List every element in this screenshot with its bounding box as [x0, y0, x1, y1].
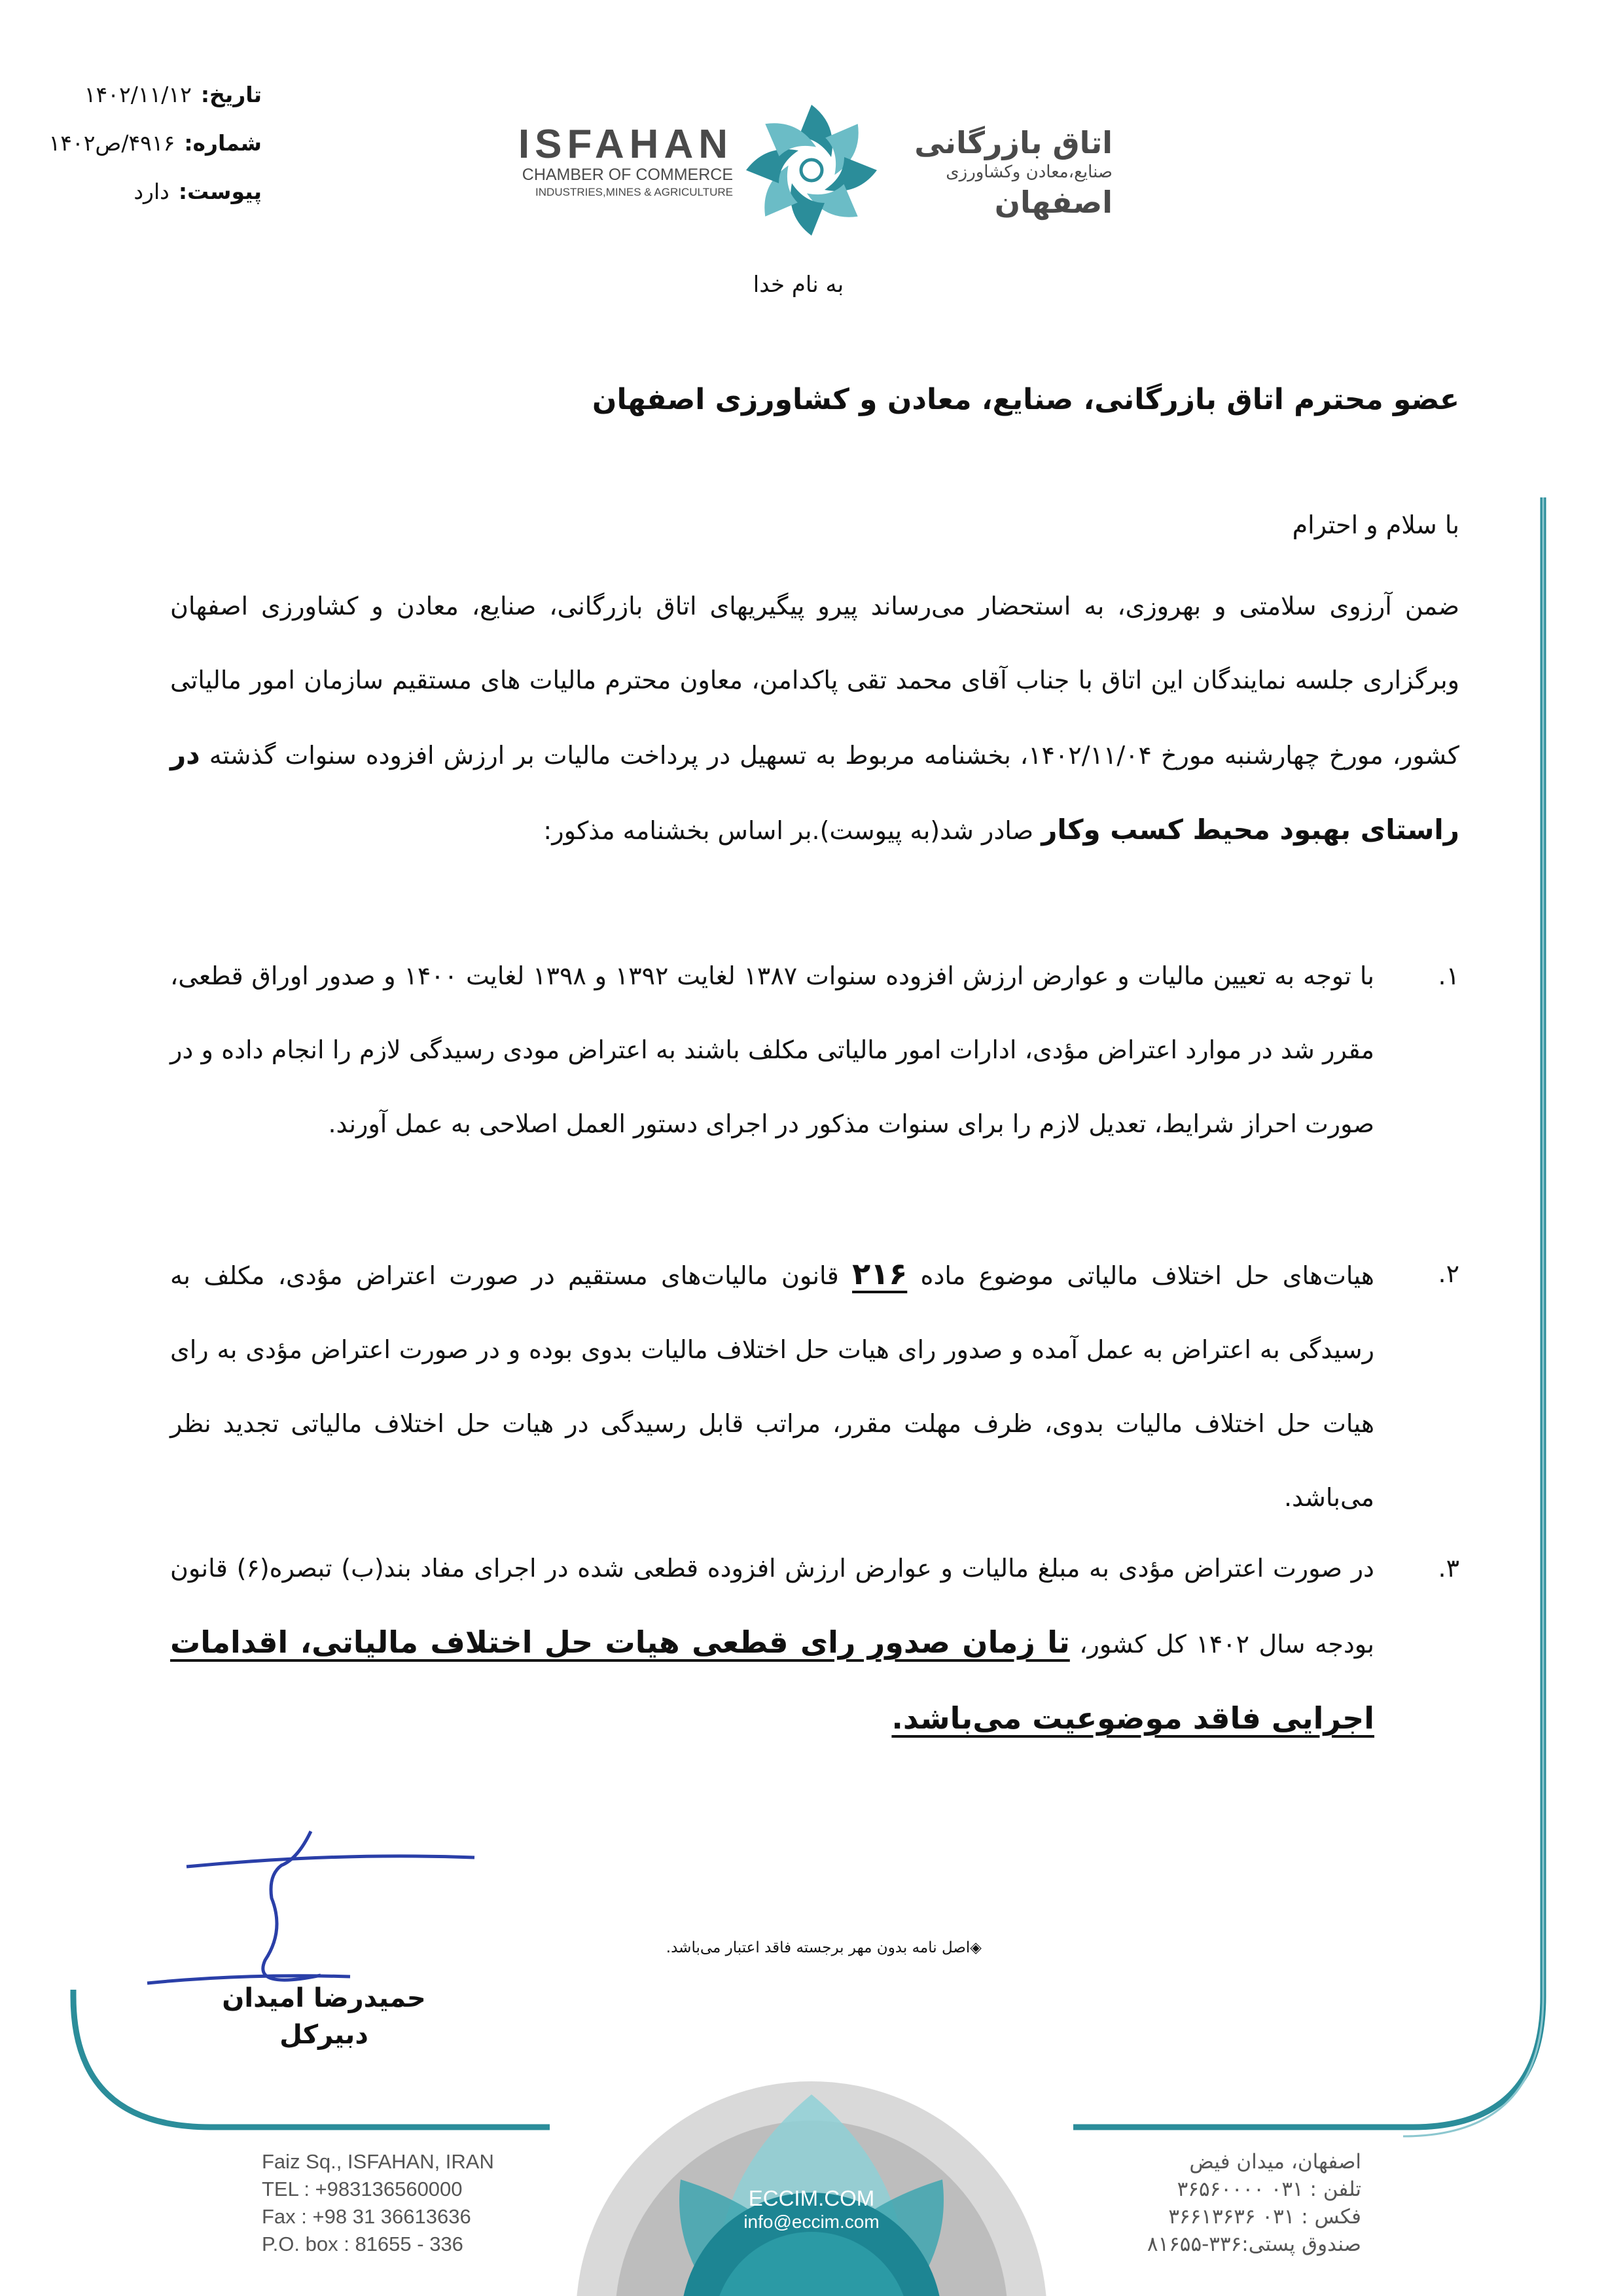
footer-tel-fa: تلفن : ۰۳۱ ۳۶۵۶۰۰۰۰ — [1177, 2178, 1361, 2201]
greeting: با سلام و احترام — [1292, 511, 1459, 539]
list-item-text: با توجه به تعیین مالیات و عوارض ارزش افزوده سنوات ۱۳۸۷ لغایت ۱۳۹۲ و ۱۳۹۸ لغایت ۱۴۰۰ و صدور اوراق قطعی، مقرر شد در موارد اعتراض مؤدی، ادارات امور مالیاتی مکلف باشند به اعتراض مودی رسیدگی لازم را انجام داده و در صورت احراز شرایط، تعدیل لازم را برای سنوات مذکور در اجرای دستور العمل اصلاحی به عمل آورند. — [170, 961, 1374, 1138]
email-link[interactable]: info@eccim.com — [743, 2212, 880, 2232]
list-item-2 — [170, 1237, 1459, 1535]
number-label: شماره: — [184, 130, 262, 156]
signer-title: دبیرکل — [279, 2020, 368, 2050]
website-link[interactable]: ECCIM.COM — [748, 2186, 875, 2210]
item2-text-before: هیات‌های حل اختلاف مالیاتی موضوع ماده — [920, 1261, 1374, 1290]
list-item-number: ۲. — [1438, 1259, 1459, 1288]
article-number: ۲۱۶ — [852, 1256, 908, 1291]
intro-text-end: صادر شد(به پیوست).بر اساس بخشنامه مذکور: — [543, 816, 1034, 845]
logo-english-text — [510, 124, 733, 200]
footer-fax-fa: فکس : ۰۳۱ ۳۶۶۱۳۶۳۶ — [1168, 2205, 1361, 2229]
list-item-1 — [170, 939, 1459, 1161]
logo-fa-line1: اتاق بازرگانی — [914, 125, 1113, 160]
date-label: تاریخ: — [200, 81, 262, 107]
basmala: به نام خدا — [753, 272, 844, 298]
logo-en-line1: CHAMBER OF COMMERCE — [522, 166, 733, 184]
list-item-text — [170, 1532, 1374, 1757]
footer-flower-emblem — [550, 2049, 1073, 2296]
footer-fax-en: Fax : +98 31 36613636 — [262, 2205, 471, 2228]
intro-paragraph — [170, 569, 1459, 868]
date-row — [26, 75, 262, 114]
footer-web-block — [681, 2186, 942, 2233]
footer-address-en: Faiz Sq., ISFAHAN, IRAN — [262, 2150, 494, 2173]
footer-pobox-en: P.O. box : 81655 - 336 — [262, 2233, 463, 2255]
signer-name: حمیدرضا امیدان — [222, 1983, 426, 2013]
item3-bold-underlined: تا زمان صدور رای قطعی هیات حل اختلاف مالیاتی، اقدامات اجرایی فاقد موضوعیت می‌باشد. — [170, 1624, 1374, 1736]
logo-persian-text — [890, 124, 1113, 221]
footer-address-fa: اصفهان، میدان فیض — [1189, 2150, 1361, 2174]
logo-en-line2: INDUSTRIES,MINES & AGRICULTURE — [535, 186, 733, 198]
stamp-note — [654, 1939, 982, 1956]
list-item-3 — [170, 1532, 1459, 1757]
diamond-icon: ◈ — [970, 1939, 982, 1956]
attachment-row — [26, 171, 262, 211]
stamp-note-text: اصل نامه بدون مهر برجسته فاقد اعتبار می‌باشد. — [666, 1939, 971, 1956]
footer-contact-en — [262, 2148, 494, 2258]
number-row — [26, 123, 262, 162]
footer-contact-fa — [1099, 2148, 1361, 2258]
chamber-logo — [510, 98, 1113, 249]
intro-bold-text: در راستای بهبود محیط کسب وکار — [170, 738, 1459, 846]
list-item-text — [170, 1237, 1374, 1535]
date-value: ۱۴۰۲/۱۱/۱۲ — [84, 81, 192, 107]
logo-en-title: ISFAHAN — [518, 122, 733, 167]
list-item-number: ۱. — [1438, 961, 1459, 990]
logo-fa-line2: صنایع،معادن وکشاورزی — [946, 162, 1113, 182]
recipient-heading: عضو محترم اتاق بازرگانی، صنایع، معادن و کشاورزی اصفهان — [592, 383, 1459, 416]
intro-text: ضمن آرزوی سلامتی و بهروزی، به استحضار می‌رساند پیرو پیگیریهای اتاق بازرگانی، صنایع، معادن و کشاورزی اصفهان وبرگزاری جلسه نمایندگان این اتاق با جناب آقای محمد تقی پاکدامن، معاون محترم مالیات های مستقیم سازمان امور مالیاتی کشور، مورخ چهارشنبه مورخ ۱۴۰۲/۱۱/۰۴، بخشنامه مربوط به تسهیل در پرداخت مالیات بر ارزش افزوده سنوات گذشته — [170, 592, 1459, 770]
item3-text-before: در صورت اعتراض مؤدی به مبلغ مالیات و عوارض ارزش افزوده قطعی شده در اجرای مفاد بند(ب) تبصره(۶) قانون بودجه سال ۱۴۰۲ کل کشور، — [170, 1554, 1374, 1659]
signer-block — [216, 1980, 432, 2053]
number-value: ۴۹۱۶/ص۱۴۰۲ — [48, 130, 175, 156]
footer-tel-en: TEL : +983136560000 — [262, 2178, 463, 2200]
list-item-number: ۳. — [1438, 1554, 1459, 1583]
footer-pobox-fa: صندوق پستی:۳۳۶-۸۱۶۵۵ — [1147, 2233, 1361, 2256]
attachment-value: دارد — [134, 178, 169, 204]
attachment-label: پیوست: — [178, 178, 262, 204]
logo-emblem-icon — [740, 98, 883, 242]
item2-text-after: قانون مالیات‌های مستقیم در صورت اعتراض مؤدی، مکلف به رسیدگی به اعتراض به عمل آمده و صدور رای هیات حل اختلاف مالیات بدوی بوده و در صورت اعتراض مؤدی به رای هیات حل اختلاف مالیات بدوی، ظرف مهلت مقرر، مراتب قابل رسیدگی در هیات حل اختلاف مالیاتی تجدید نظر می‌باشد. — [170, 1261, 1374, 1512]
logo-fa-line3: اصفهان — [994, 185, 1113, 220]
